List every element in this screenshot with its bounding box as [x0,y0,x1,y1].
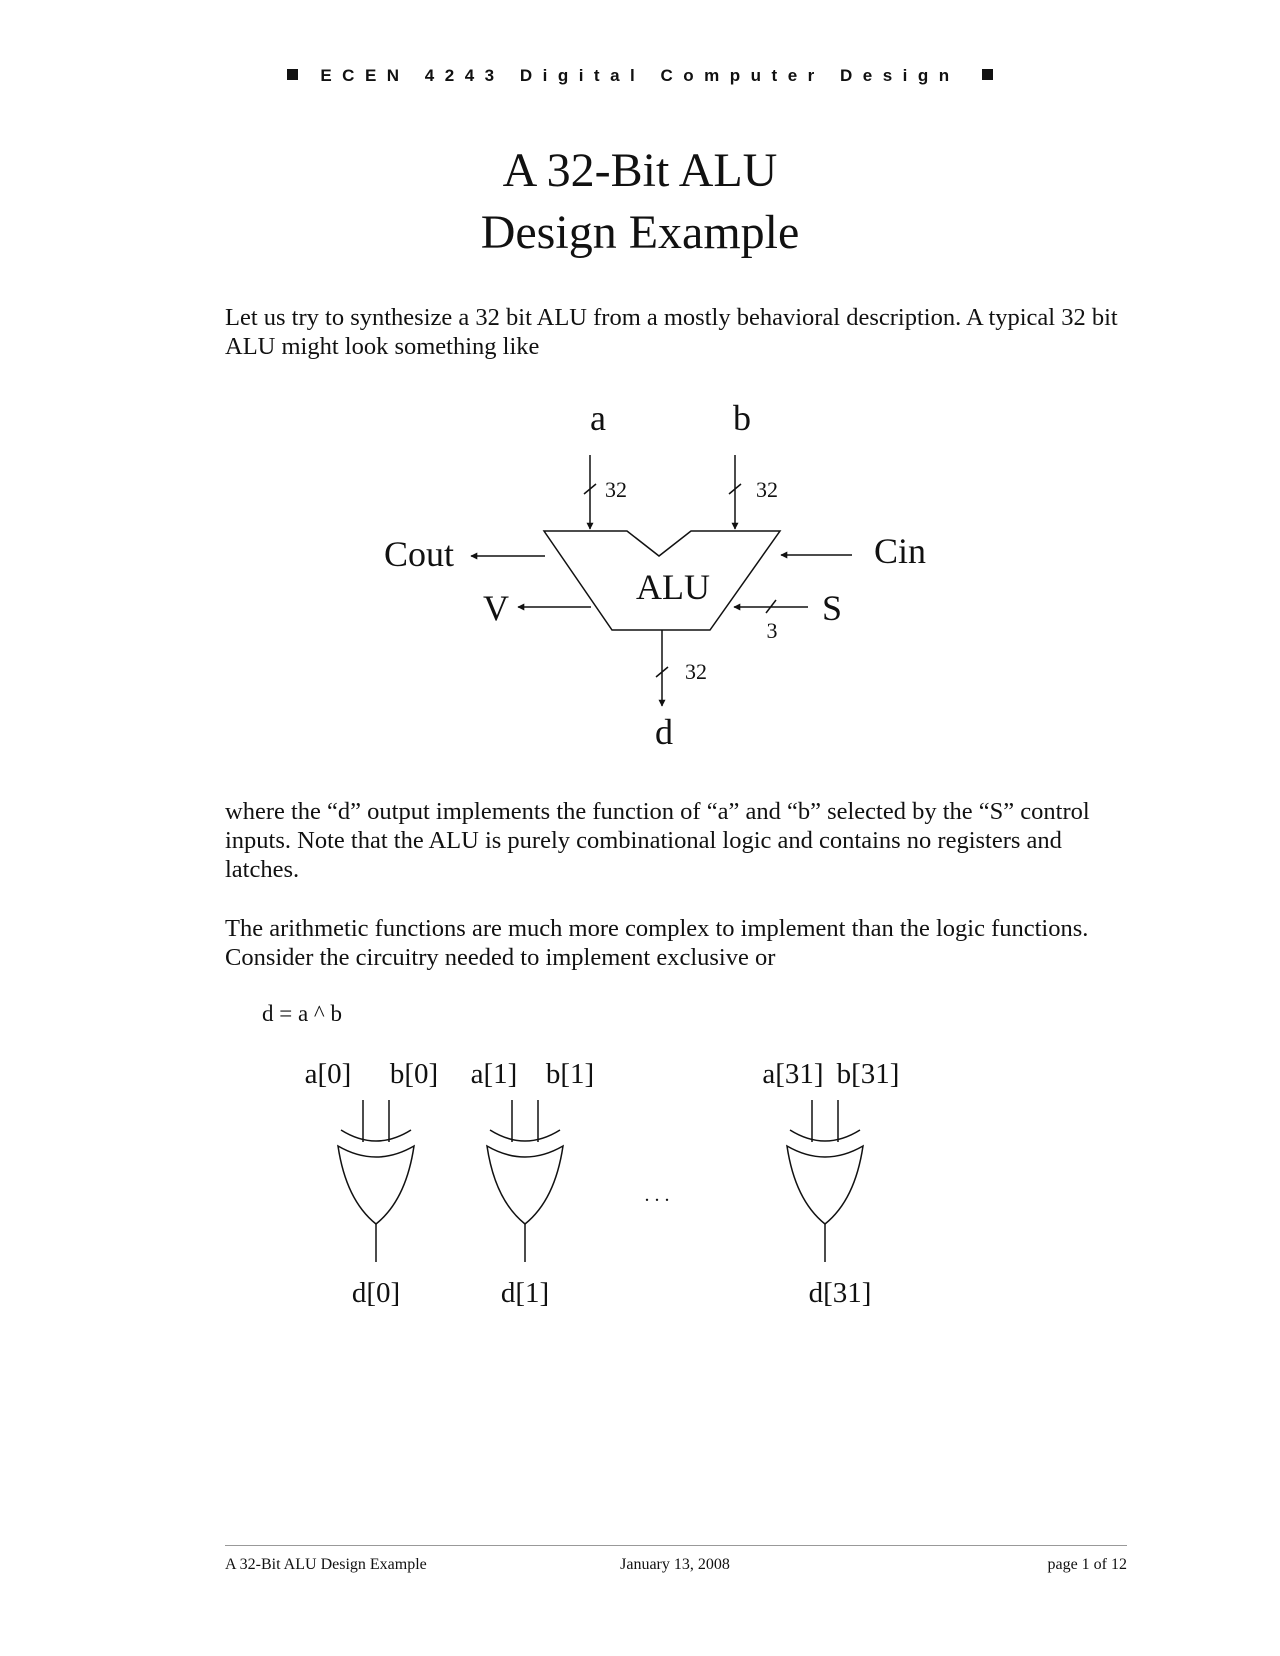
xor-gate-output-label: d[31] [808,1277,872,1309]
arith-paragraph: The arithmetic functions are much more complex to implement than the logic functions. Consider the circuitry needed to implement exclusive or [225,915,1089,971]
xor-gate-input-arc [790,1130,860,1141]
footer-page-number: page 1 of 12 [1047,1556,1127,1573]
input-a-label: a [590,398,606,438]
where-paragraph: where the “d” output implements the function of “a” and “b” selected by the “S” control inputs. Note that the ALU is purely combinational logic and contains no registers and latches. [225,798,1090,883]
output-d-width-label: 32 [685,659,707,684]
xor-gate-input-b-label: b[0] [389,1058,439,1090]
select-label: S [822,588,843,628]
xor-gate-input-b-label: b[31] [836,1058,900,1090]
xor-gate-0 [305,1058,439,1309]
xor-gate-input-arc [490,1130,560,1141]
xor-gate-input-b-label: b[1] [545,1058,595,1090]
xor-gate-body [787,1146,863,1224]
alu-labels [384,398,926,752]
xor-gate-input-a-label: a[31] [762,1058,824,1090]
select-width-label: 3 [766,618,778,643]
xor-gate-input-arc [341,1130,411,1141]
xor-gate-31 [762,1058,899,1309]
overflow-label: V [483,588,509,628]
alu-block-label: ALU [636,567,710,607]
footer-divider [225,1545,1127,1546]
xor-gate-1 [471,1058,595,1309]
output-d-label: d [655,712,673,752]
intro-paragraph: Let us try to synthesize a 32 bit ALU from a mostly behavioral description. A typical 32 bit ALU might look something like [225,304,1118,360]
footer-date: January 13, 2008 [620,1556,730,1573]
title-line-1: A 32-Bit ALU [502,144,778,197]
xor-equation: d = a ^ b [262,1001,342,1026]
input-b-label: b [733,398,751,438]
input-b-width-label: 32 [756,477,778,502]
cin-label: Cin [874,531,927,571]
course-title: ECEN 4243 Digital Computer Design [320,66,960,85]
xor-gate-input-a-label: a[0] [304,1058,352,1090]
gate-ellipsis: . . . [644,1184,670,1206]
xor-gate-output-label: d[0] [351,1277,401,1309]
xor-gate-body [487,1146,563,1224]
footer-doc-title: A 32-Bit ALU Design Example [225,1556,427,1573]
title-line-2: Design Example [480,206,800,259]
xor-gate-input-a-label: a[1] [470,1058,518,1090]
xor-gate-output-label: d[1] [500,1277,550,1309]
xor-gate-body [338,1146,414,1224]
cout-label: Cout [384,534,455,574]
input-a-width-label: 32 [605,477,627,502]
